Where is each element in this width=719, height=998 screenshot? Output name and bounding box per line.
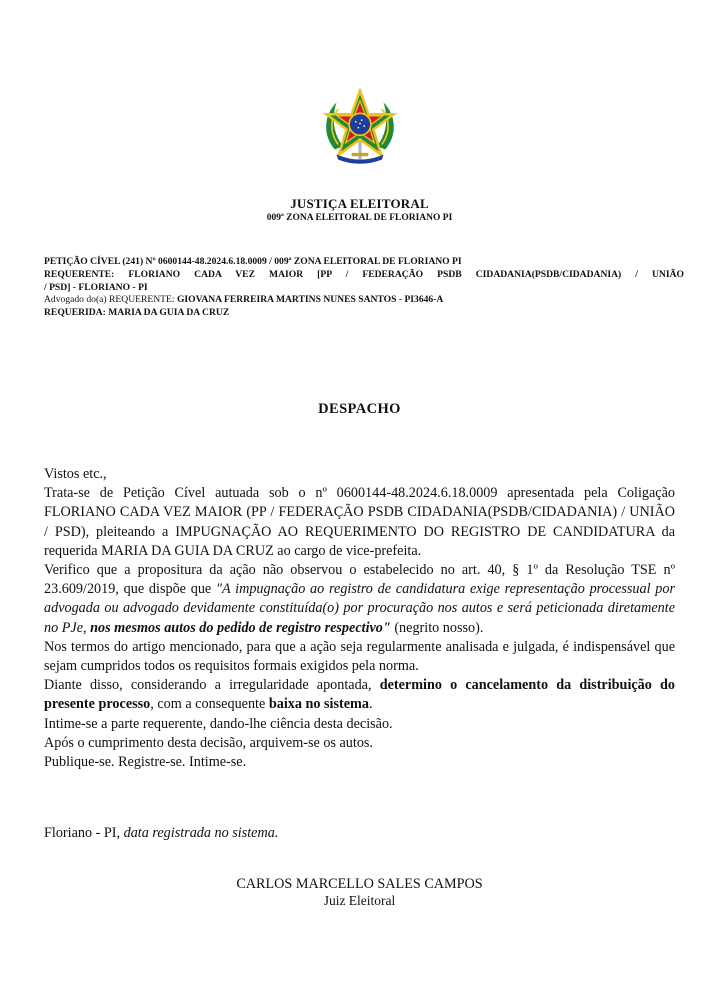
- resolution-quote-text: "A impugnação ao registro de candidatura exige representação processual por advogada ou advogado devidamente constituída(o) por procuração nos autos e será peticionada diretamente no PJe,: [44, 581, 676, 636]
- document-title: DESPACHO: [318, 401, 401, 417]
- place-date-line: [44, 825, 278, 842]
- paragraph-decision: [44, 676, 675, 714]
- resolution-end: (negrito nosso).: [390, 619, 484, 636]
- place-text: Floriano - PI,: [44, 825, 124, 841]
- requerente-line: REQUERENTE: FLORIANO CADA VEZ MAIOR [PP / FEDERAÇÃO PSDB CIDADANIA(PSDB/CIDADANIA) / UNIÃO: [44, 268, 684, 280]
- court-title: JUSTIÇA ELEITORAL: [290, 196, 429, 211]
- paragraph-resolution: [44, 561, 675, 638]
- advogado-line: [44, 294, 684, 307]
- document-body: [44, 465, 675, 772]
- requerente-line-continued: / PSD] - FLORIANO - PI: [44, 281, 148, 293]
- date-note: data registrada no sistema.: [123, 825, 279, 841]
- decision-bold-cancel: determino o cancelamento da distribuição do presente processo: [44, 677, 675, 713]
- signatory-name: CARLOS MARCELLO SALES CAMPOS: [236, 876, 483, 892]
- case-header: [44, 256, 684, 320]
- court-zone: 009ª ZONA ELEITORAL DE FLORIANO PI: [266, 213, 453, 223]
- decision-text-c: .: [368, 696, 373, 713]
- resolution-text: Verifico que a propositura da ação não observou o estabelecido no art. 40, § 1º da Resolução TSE nº 23.609/2019, que dispõe que: [44, 562, 675, 598]
- paragraph-arquivem: Após o cumprimento desta decisão, arquivem-se os autos.: [44, 734, 373, 751]
- paragraph-publique: Publique-se. Registre-se. Intime-se.: [44, 754, 247, 771]
- requerida-line: REQUERIDA: MARIA DA GUIA DA CRUZ: [44, 307, 230, 319]
- paragraph-vistos: Vistos etc.,: [44, 466, 107, 482]
- advogado-label: Advogado do(a) REQUERENTE:: [44, 294, 175, 306]
- resolution-quote-bold: nos mesmos autos do pedido de registro respectivo": [90, 619, 391, 636]
- paragraph-intime: Intime-se a parte requerente, dando-lhe ciência desta decisão.: [44, 715, 393, 732]
- advogado-name: GIOVANA FERREIRA MARTINS NUNES SANTOS - PI3646-A: [176, 294, 444, 306]
- decision-bold-baixa: baixa no sistema: [268, 696, 369, 713]
- paragraph-terms: Nos termos do artigo mencionado, para que a ação seja regularmente analisada e julgada, é indispensável que sejam cumpridos todos os requisitos formais exigidos pela norma.: [44, 638, 675, 675]
- signatory-role: Juiz Eleitoral: [323, 893, 396, 908]
- case-number-line: PETIÇÃO CÍVEL (241) Nº 0600144-48.2024.6.18.0009 / 009ª ZONA ELEITORAL DE FLORIANO PI: [44, 256, 462, 267]
- decision-text-b: , com a consequente: [150, 696, 269, 713]
- brazil-coat-of-arms-emblem: [318, 84, 402, 168]
- paragraph-petition: Trata-se de Petição Cível autuada sob o nº 0600144-48.2024.6.18.0009 apresentada pela Coligação FLORIANO CADA VEZ MAIOR (PP / FEDERAÇÃO PSDB CIDADANIA(PSDB/CIDADANIA) / UNIÃO / PSD), pleiteando a IMPUGNAÇÃO AO REQUERIMENTO DO REGISTRO DE CANDIDATURA da requerida MARIA DA GUIA DA CRUZ ao cargo de vice-prefeita.: [44, 485, 675, 559]
- decision-text-a: Diante disso, considerando a irregularidade apontada,: [44, 677, 380, 694]
